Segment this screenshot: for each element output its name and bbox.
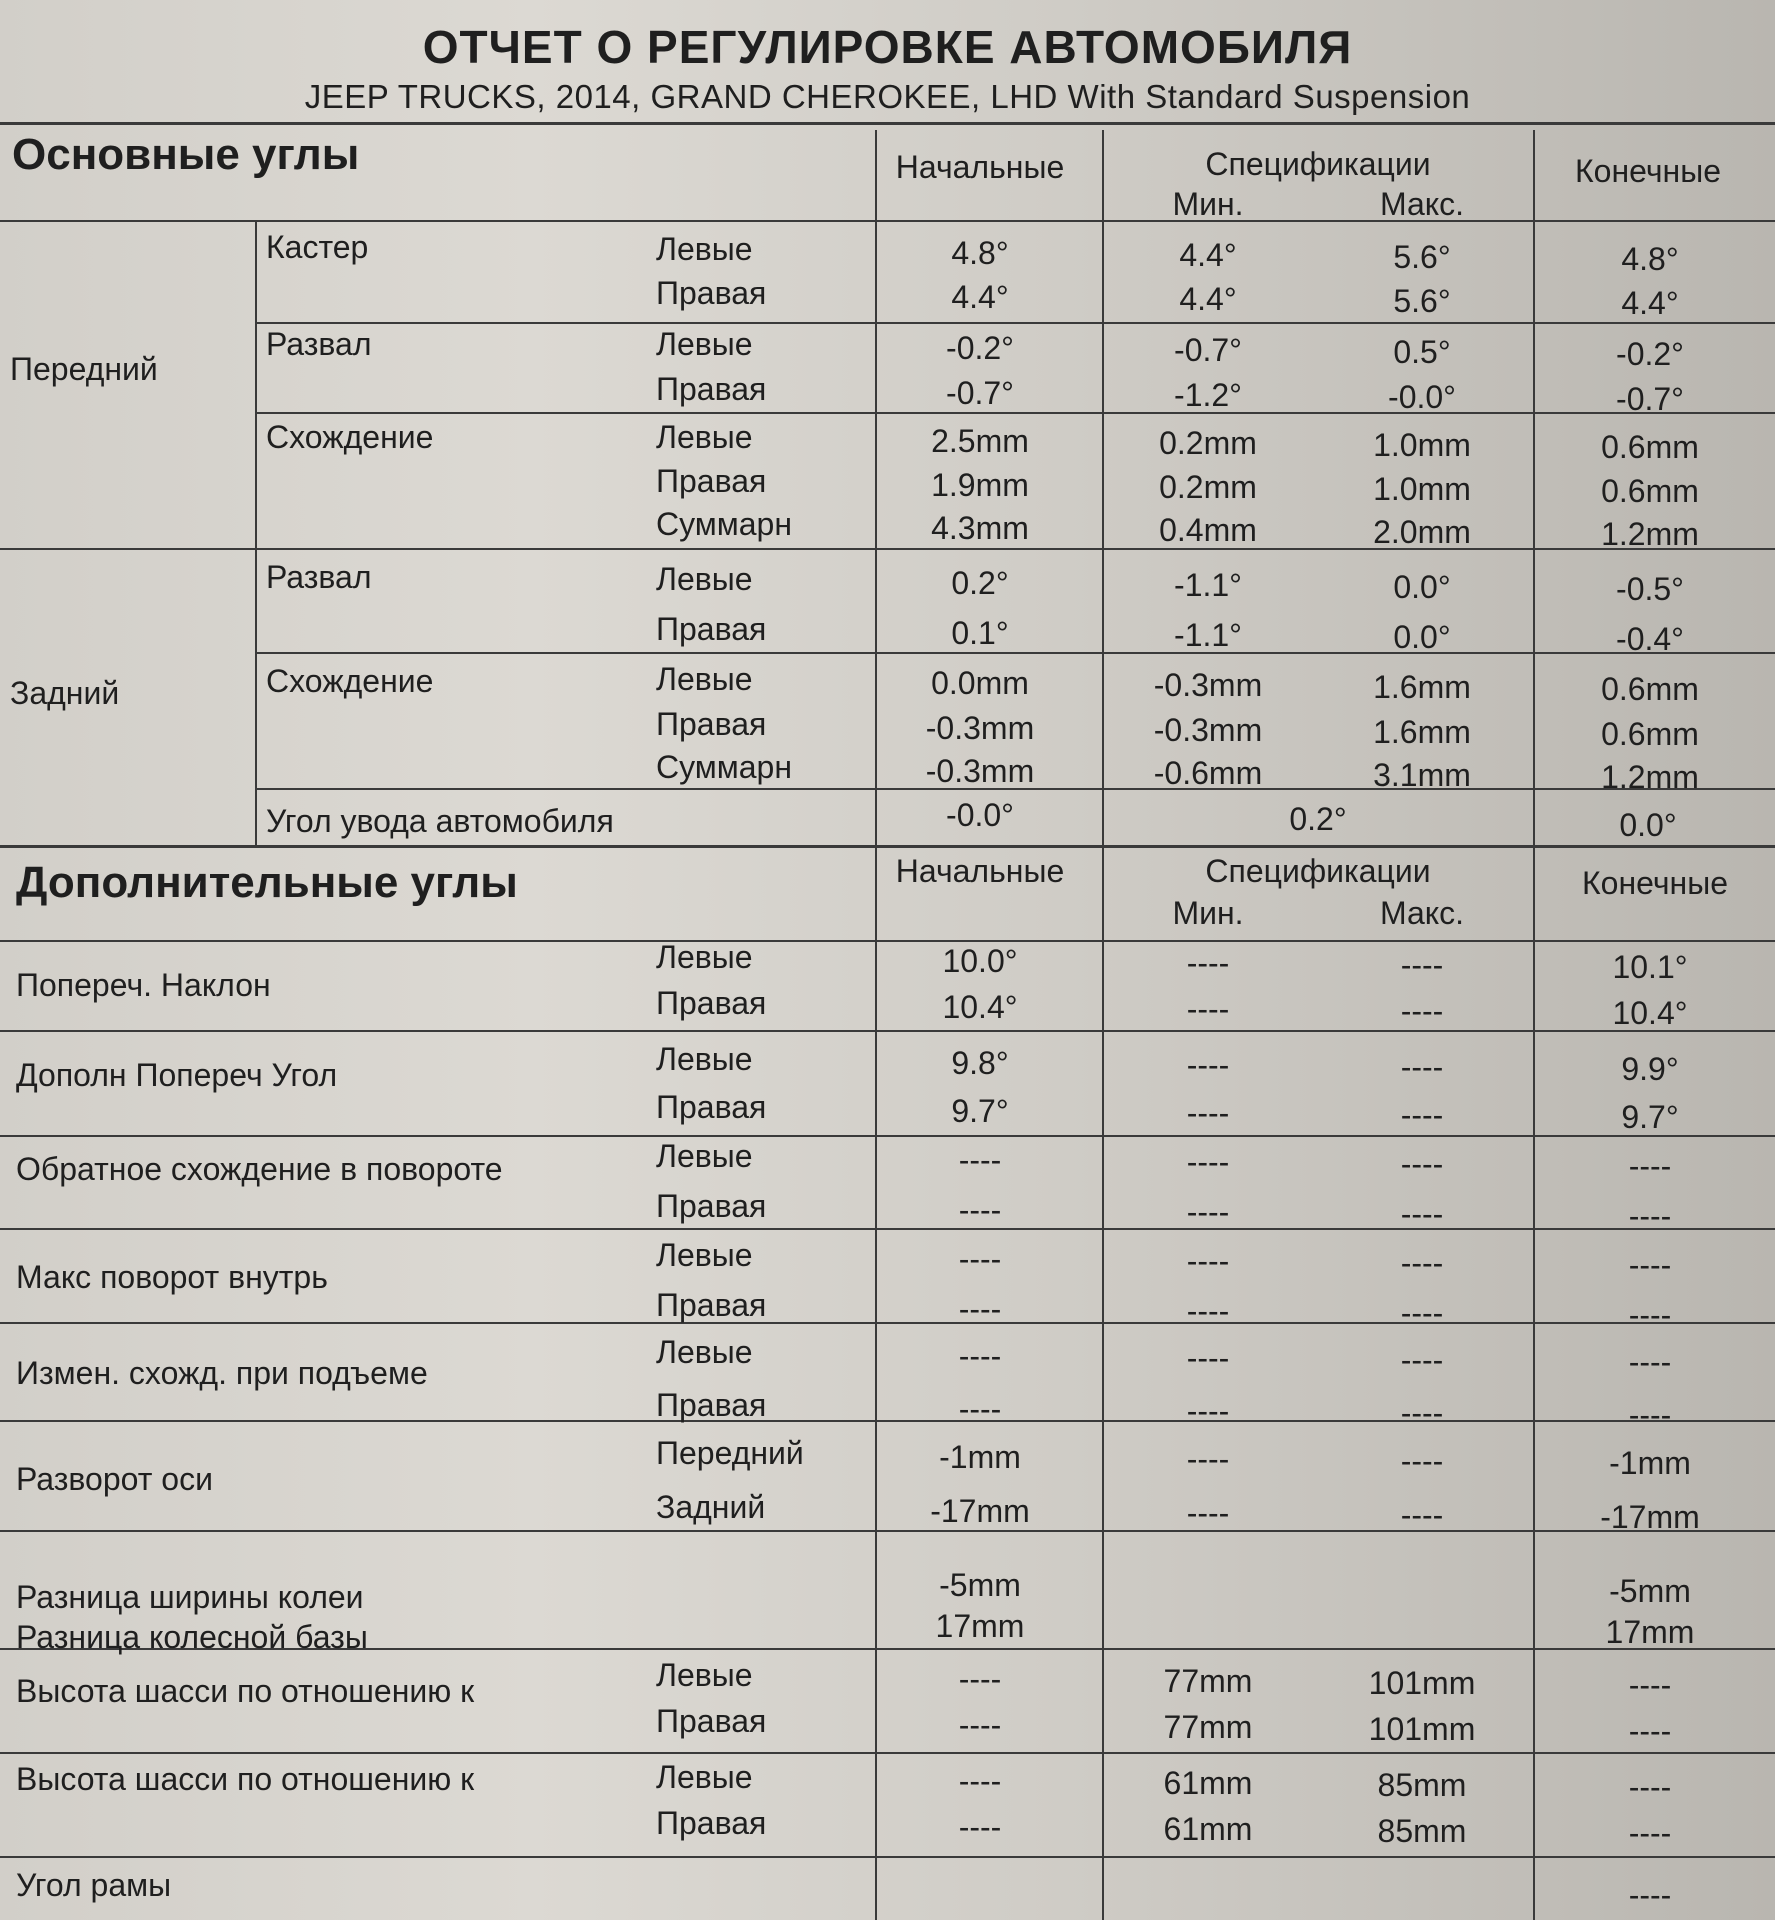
initial-value: ----	[958, 1661, 1002, 1697]
param-label: Попереч. Наклон	[16, 967, 271, 1003]
max-value: ----	[1400, 947, 1444, 983]
divider	[1102, 130, 1104, 1920]
thrust-initial: -0.0°	[946, 797, 1014, 833]
report-header	[0, 0, 1775, 120]
param-label: Разница колесной базы	[16, 1619, 368, 1655]
final-value: ----	[1628, 1769, 1672, 1805]
final-value: 1.2mm	[1601, 516, 1699, 552]
min-value: ----	[1186, 1393, 1230, 1429]
final-value: ----	[1628, 1815, 1672, 1851]
min-value: -0.7°	[1174, 332, 1242, 368]
max-value: 1.0mm	[1373, 471, 1471, 507]
param-label: Высота шасси по отношению к	[16, 1761, 475, 1797]
divider	[0, 1420, 1775, 1422]
initial-value: -0.3mm	[925, 753, 1035, 789]
side-label: Левые	[656, 939, 753, 975]
min-value: 77mm	[1163, 1663, 1253, 1699]
col-spec-2: Спецификации	[1205, 853, 1431, 889]
param-label: Обратное схождение в повороте	[16, 1151, 503, 1187]
initial-value: 4.4°	[951, 279, 1009, 315]
initial-value: 0.0mm	[931, 665, 1029, 701]
max-value: ----	[1400, 1049, 1444, 1085]
min-value: 61mm	[1163, 1765, 1253, 1801]
divider	[0, 220, 1775, 222]
final-value: 0.6mm	[1601, 716, 1699, 752]
col-min-2: Мин.	[1172, 895, 1244, 931]
final-value: -0.4°	[1616, 621, 1684, 657]
param-label: Разворот оси	[16, 1461, 213, 1497]
param-label: Макс поворот внутрь	[16, 1259, 328, 1295]
final-value: ----	[1628, 1877, 1672, 1913]
max-value: 101mm	[1368, 1665, 1476, 1701]
initial-value: -0.3mm	[925, 710, 1035, 746]
divider	[0, 1752, 1775, 1754]
initial-value: 9.8°	[951, 1045, 1009, 1081]
final-value: 1.2mm	[1601, 759, 1699, 795]
min-value: 77mm	[1163, 1709, 1253, 1745]
min-value: ----	[1186, 991, 1230, 1027]
divider	[875, 130, 877, 1920]
initial-value: ----	[958, 1809, 1002, 1845]
initial-value: 10.4°	[942, 989, 1018, 1025]
col-max-2: Макс.	[1379, 895, 1465, 931]
initial-value: ----	[958, 1192, 1002, 1228]
max-value: 85mm	[1377, 1767, 1467, 1803]
initial-value: ----	[958, 1338, 1002, 1374]
side-label: Правая	[656, 706, 767, 742]
initial-value: 1.9mm	[931, 467, 1029, 503]
side-label: Правая	[656, 371, 767, 407]
side-label: Левые	[656, 1041, 753, 1077]
initial-value: 17mm	[935, 1608, 1025, 1644]
divider	[0, 845, 1775, 848]
final-value: -1mm	[1609, 1445, 1691, 1481]
final-value: 10.4°	[1612, 995, 1688, 1031]
col-initial: Начальные	[895, 149, 1065, 185]
min-value: ----	[1186, 1441, 1230, 1477]
final-value: 0.6mm	[1601, 671, 1699, 707]
min-value: ----	[1186, 1243, 1230, 1279]
initial-value: ----	[958, 1142, 1002, 1178]
side-label: Левые	[656, 661, 753, 697]
final-value: 9.7°	[1621, 1099, 1679, 1135]
side-label: Левые	[656, 231, 753, 267]
max-value: 5.6°	[1393, 239, 1451, 275]
side-label: Левые	[656, 1237, 753, 1273]
initial-value: 4.3mm	[931, 510, 1029, 546]
max-value: ----	[1400, 1245, 1444, 1281]
max-value: ----	[1400, 1097, 1444, 1133]
side-label: Правая	[656, 275, 767, 311]
group-rear: Задний	[10, 675, 120, 711]
max-value: 0.5°	[1393, 334, 1451, 370]
final-value: ----	[1628, 1344, 1672, 1380]
min-value: ----	[1186, 1340, 1230, 1376]
col-initial-2: Начальные	[895, 853, 1065, 889]
initial-value: 9.7°	[951, 1093, 1009, 1129]
min-value: 61mm	[1163, 1811, 1253, 1847]
max-value: ----	[1400, 1146, 1444, 1182]
min-value: ----	[1186, 1194, 1230, 1230]
min-value: ----	[1186, 1495, 1230, 1531]
initial-value: ----	[958, 1291, 1002, 1327]
min-value: 4.4°	[1179, 237, 1237, 273]
min-value: 4.4°	[1179, 281, 1237, 317]
max-value: ----	[1400, 1497, 1444, 1533]
side-label: Правая	[656, 1805, 767, 1841]
max-value: 0.0°	[1393, 619, 1451, 655]
min-value: -1.1°	[1174, 617, 1242, 653]
side-label: Левые	[656, 1138, 753, 1174]
side-label: Левые	[656, 419, 753, 455]
side-label: Правая	[656, 463, 767, 499]
min-value: 0.4mm	[1159, 512, 1257, 548]
min-value: -0.6mm	[1153, 755, 1263, 791]
min-value: 0.2mm	[1159, 425, 1257, 461]
initial-value: 10.0°	[942, 943, 1018, 979]
vehicle-subtitle: JEEP TRUCKS, 2014, GRAND CHEROKEE, LHD With Standard Suspension	[304, 78, 1471, 115]
initial-value: ----	[958, 1241, 1002, 1277]
max-value: ----	[1400, 1443, 1444, 1479]
initial-value: 2.5mm	[931, 423, 1029, 459]
side-label: Суммарн	[656, 749, 793, 785]
col-min: Мин.	[1172, 186, 1244, 222]
param-label: Высота шасси по отношению к	[16, 1673, 475, 1709]
final-value: 10.1°	[1612, 949, 1688, 985]
divider	[255, 322, 1775, 324]
min-value: -1.2°	[1174, 377, 1242, 413]
param-label: Угол рамы	[16, 1867, 172, 1903]
final-value: ----	[1628, 1247, 1672, 1283]
divider	[255, 412, 1775, 414]
param-label: Кастер	[266, 229, 369, 265]
side-label: Суммарн	[656, 506, 793, 542]
thrust-label: Угол увода автомобиля	[266, 803, 614, 839]
max-value: 2.0mm	[1373, 514, 1471, 550]
min-value: -0.3mm	[1153, 667, 1263, 703]
side-label: Правая	[656, 1387, 767, 1423]
initial-value: 0.2°	[951, 565, 1009, 601]
final-value: 9.9°	[1621, 1051, 1679, 1087]
final-value: ----	[1628, 1397, 1672, 1433]
final-value: ----	[1628, 1148, 1672, 1184]
final-value: ----	[1628, 1297, 1672, 1333]
col-final-2: Конечные	[1582, 865, 1728, 901]
param-label: Измен. схожд. при подъеме	[16, 1355, 428, 1391]
side-label: Левые	[656, 1759, 753, 1795]
divider	[0, 940, 1775, 942]
min-value: ----	[1186, 1144, 1230, 1180]
side-label: Правая	[656, 611, 767, 647]
side-label: Левые	[656, 561, 753, 597]
initial-value: -5mm	[939, 1567, 1021, 1603]
section-title-main: Основные углы	[12, 130, 360, 179]
final-value: -0.5°	[1616, 571, 1684, 607]
final-value: -17mm	[1600, 1499, 1700, 1535]
divider	[0, 1530, 1775, 1532]
initial-value: -1mm	[939, 1439, 1021, 1475]
max-value: ----	[1400, 1196, 1444, 1232]
max-value: 1.6mm	[1373, 669, 1471, 705]
final-value: -0.2°	[1616, 336, 1684, 372]
initial-value: ----	[958, 1707, 1002, 1743]
report-title: ОТЧЕТ О РЕГУЛИРОВКЕ АВТОМОБИЛЯ	[422, 21, 1353, 73]
initial-value: -17mm	[930, 1493, 1030, 1529]
divider	[0, 122, 1775, 125]
initial-value: -0.7°	[946, 375, 1014, 411]
max-value: ----	[1400, 993, 1444, 1029]
param-label: Разница ширины колеи	[16, 1579, 364, 1615]
side-label: Правая	[656, 985, 767, 1021]
param-label: Схождение	[266, 419, 434, 455]
initial-value: 4.8°	[951, 235, 1009, 271]
side-label: Левые	[656, 1334, 753, 1370]
final-value: 0.6mm	[1601, 429, 1699, 465]
min-value: 0.2mm	[1159, 469, 1257, 505]
initial-value: 0.1°	[951, 615, 1009, 651]
initial-value: ----	[958, 1391, 1002, 1427]
divider	[0, 548, 1775, 550]
divider	[0, 1856, 1775, 1858]
col-spec: Спецификации	[1205, 146, 1431, 182]
final-value: -5mm	[1609, 1573, 1691, 1609]
final-value: -0.7°	[1616, 381, 1684, 417]
max-value: ----	[1400, 1342, 1444, 1378]
divider	[0, 1135, 1775, 1137]
col-max: Макс.	[1379, 186, 1465, 222]
divider	[0, 1228, 1775, 1230]
param-label: Дополн Попереч Угол	[16, 1057, 338, 1093]
group-front: Передний	[10, 351, 158, 387]
divider	[0, 1030, 1775, 1032]
side-label: Левые	[656, 326, 753, 362]
final-value: 0.6mm	[1601, 473, 1699, 509]
section-title-extra: Дополнительные углы	[16, 858, 518, 907]
max-value: 5.6°	[1393, 283, 1451, 319]
max-value: 1.6mm	[1373, 714, 1471, 750]
side-label: Передний	[656, 1435, 804, 1471]
final-value: 4.8°	[1621, 241, 1679, 277]
param-label: Развал	[266, 326, 372, 362]
max-value: 101mm	[1368, 1711, 1476, 1747]
col-final: Конечные	[1575, 153, 1721, 189]
side-label: Правая	[656, 1287, 767, 1323]
min-value: -0.3mm	[1153, 712, 1263, 748]
thrust-spec: 0.2°	[1289, 801, 1347, 837]
final-value: 17mm	[1605, 1614, 1695, 1650]
final-value: ----	[1628, 1198, 1672, 1234]
max-value: 1.0mm	[1373, 427, 1471, 463]
param-label: Схождение	[266, 663, 434, 699]
divider	[0, 1322, 1775, 1324]
initial-value: ----	[958, 1763, 1002, 1799]
min-value: ----	[1186, 1095, 1230, 1131]
max-value: ----	[1400, 1295, 1444, 1331]
final-value: ----	[1628, 1713, 1672, 1749]
side-label: Задний	[656, 1489, 766, 1525]
final-value: 4.4°	[1621, 285, 1679, 321]
divider	[255, 652, 1775, 654]
side-label: Левые	[656, 1657, 753, 1693]
max-value: ----	[1400, 1395, 1444, 1431]
min-value: ----	[1186, 1293, 1230, 1329]
max-value: 0.0°	[1393, 569, 1451, 605]
param-label: Развал	[266, 559, 372, 595]
max-value: 85mm	[1377, 1813, 1467, 1849]
thrust-final: 0.0°	[1619, 807, 1677, 843]
side-label: Правая	[656, 1188, 767, 1224]
max-value: -0.0°	[1388, 379, 1456, 415]
max-value: 3.1mm	[1373, 757, 1471, 793]
side-label: Правая	[656, 1703, 767, 1739]
min-value: -1.1°	[1174, 567, 1242, 603]
min-value: ----	[1186, 1047, 1230, 1083]
side-label: Правая	[656, 1089, 767, 1125]
min-value: ----	[1186, 945, 1230, 981]
divider	[1533, 130, 1535, 1920]
initial-value: -0.2°	[946, 330, 1014, 366]
divider	[255, 220, 257, 845]
final-value: ----	[1628, 1667, 1672, 1703]
